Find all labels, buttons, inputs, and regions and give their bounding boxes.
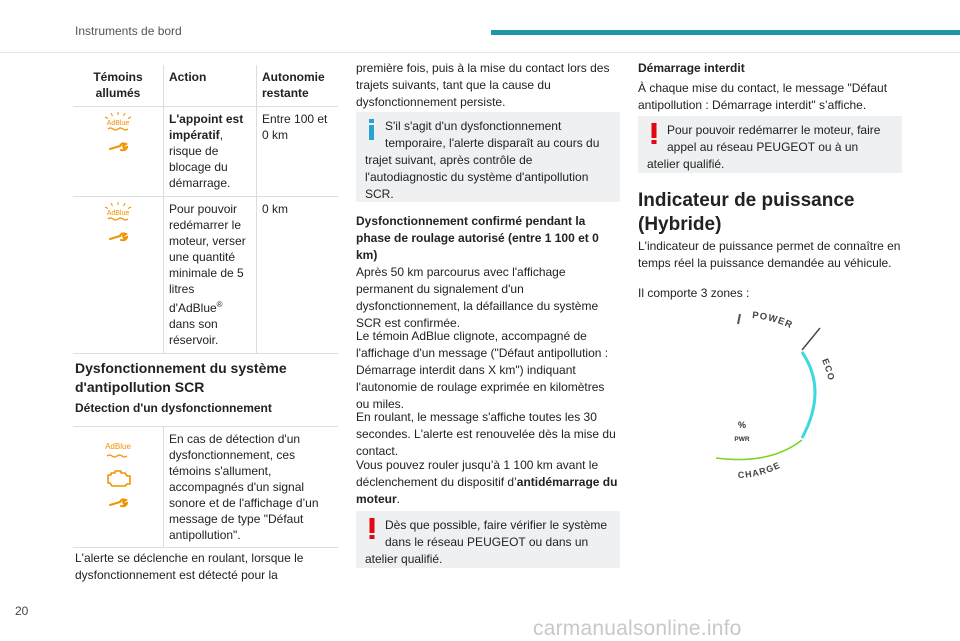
info-box-text: S'il s'agit d'un dysfonctionnement temporaire, l'alerte disparaît au cours du trajet suivant, après contrôle de l'autodiagnostic du système d'antipollution SCR. bbox=[365, 119, 600, 201]
header-divider bbox=[0, 52, 960, 53]
paragraph: L'indicateur de puissance permet de connaître en temps réel la puissance demandée au véhicule. bbox=[638, 239, 901, 270]
warning-box-text: Pour pouvoir redémarrer le moteur, faire appel au réseau PEUGEOT ou à un atelier qualifié. bbox=[647, 123, 881, 171]
running-header: Instruments de bord bbox=[75, 24, 182, 38]
section-heading-scr: Dysfonctionnement du système d'antipollution SCR bbox=[75, 360, 287, 395]
subheading-start-forbidden: Démarrage interdit bbox=[638, 61, 745, 75]
paragraph: Le témoin AdBlue clignote, accompagné de l'affichage d'un message ("Défaut antipollution : Démarrage interdit dans X km") indiquant l'autonomie de roulage exprimée en kilomètres ou miles. bbox=[356, 329, 609, 411]
percent-label: % bbox=[737, 420, 747, 430]
svg-text:CHARGE bbox=[738, 460, 783, 480]
scr-detection-text: En cas de détection d'un dysfonctionnement, ces témoins s'allument, accompagnés d'un signal sonore et de l'affichage d’un message de type "Défaut antipollution". bbox=[169, 432, 319, 542]
svg-text:AdBlue: AdBlue bbox=[106, 120, 130, 127]
wrench-icon bbox=[108, 497, 128, 509]
info-icon bbox=[365, 119, 379, 141]
engine-icon bbox=[104, 467, 132, 489]
table-row bbox=[73, 197, 338, 354]
table-row bbox=[73, 427, 338, 548]
header-accent-bar bbox=[491, 30, 960, 35]
col-header-witnesses: Témoins allumés bbox=[73, 65, 164, 107]
page-number: 20 bbox=[15, 604, 29, 618]
warning-box bbox=[356, 511, 620, 568]
pwr-label: PWR bbox=[734, 436, 750, 443]
paragraph: En roulant, le message s'affiche toutes les 30 secondes. L'alerte est renouvelée dès la mise du contact. bbox=[356, 410, 616, 458]
witness-cell bbox=[73, 427, 164, 548]
eco-label: ECO bbox=[820, 356, 837, 382]
section-heading-power: Indicateur de puissance (Hybride) bbox=[638, 190, 855, 235]
scr-warning-table bbox=[73, 426, 338, 548]
col-header-action: Action bbox=[164, 65, 257, 107]
wrench-icon bbox=[108, 231, 128, 243]
action-cell: Pour pouvoir redémarrer le moteur, verser une quantité minimale de 5 litres d'AdBlue® dans son réservoir. bbox=[164, 197, 257, 354]
table-row bbox=[73, 107, 338, 197]
witness-cell bbox=[73, 107, 164, 197]
info-box bbox=[356, 112, 620, 202]
power-label: POWER bbox=[751, 309, 795, 332]
adblue-warning-table bbox=[73, 65, 338, 354]
charge-label: CHARGE bbox=[737, 459, 783, 480]
power-indicator-gauge bbox=[690, 300, 850, 480]
exclamation-icon bbox=[365, 518, 379, 540]
gauge-needle-start bbox=[738, 314, 740, 324]
paragraph: Après 50 km parcourus avec l'affichage permanent du signalement d'un dysfonctionnement, la défaillance du système SCR est confirmée. bbox=[356, 265, 599, 330]
witness-cell bbox=[73, 197, 164, 354]
svg-text:AdBlue: AdBlue bbox=[105, 442, 131, 451]
subheading-detection: Détection d'un dysfonctionnement bbox=[75, 401, 272, 415]
paragraph: Vous pouvez rouler jusqu’à 1 100 km avant le déclenchement du dispositif d’antidémarrage du moteur. bbox=[356, 458, 618, 506]
paragraph: première fois, puis à la mise du contact lors des trajets suivants, tant que la cause du dysfonctionnement persiste. bbox=[356, 61, 610, 109]
exclamation-icon bbox=[647, 123, 661, 145]
svg-text:ECO bbox=[820, 357, 836, 382]
eco-zone-arc bbox=[802, 352, 815, 438]
adblue-blink-icon bbox=[101, 201, 135, 225]
autonomy-cell: 0 km bbox=[257, 197, 339, 354]
watermark: carmanualsonline.info bbox=[533, 617, 742, 640]
warning-box-text: Dès que possible, faire vérifier le système dans le réseau PEUGEOT ou dans un atelier qualifié. bbox=[365, 518, 608, 566]
svg-text:AdBlue: AdBlue bbox=[106, 210, 130, 217]
adblue-blink-icon bbox=[101, 111, 135, 135]
wrench-icon bbox=[108, 141, 128, 153]
warning-box bbox=[638, 116, 902, 173]
autonomy-cell: Entre 100 et 0 km bbox=[257, 107, 339, 197]
power-zone-line bbox=[802, 328, 820, 350]
adblue-icon bbox=[101, 441, 135, 461]
paragraph: Il comporte 3 zones : bbox=[638, 286, 750, 300]
charge-zone-arc bbox=[716, 440, 802, 460]
svg-text:POWER bbox=[752, 310, 795, 331]
scr-alert-paragraph: L'alerte se déclenche en roulant, lorsque le dysfonctionnement est détecté pour la bbox=[75, 551, 304, 582]
col-header-autonomy: Autonomie restante bbox=[262, 70, 325, 100]
paragraph: À chaque mise du contact, le message "Défaut antipollution : Démarrage interdit" s’affiche. bbox=[638, 81, 888, 112]
subheading-confirmed: Dysfonctionnement confirmé pendant la phase de roulage autorisé (entre 1 100 et 0 km) bbox=[356, 214, 599, 262]
action-cell: L'appoint est impératif, risque de blocage du démarrage. bbox=[164, 107, 257, 197]
